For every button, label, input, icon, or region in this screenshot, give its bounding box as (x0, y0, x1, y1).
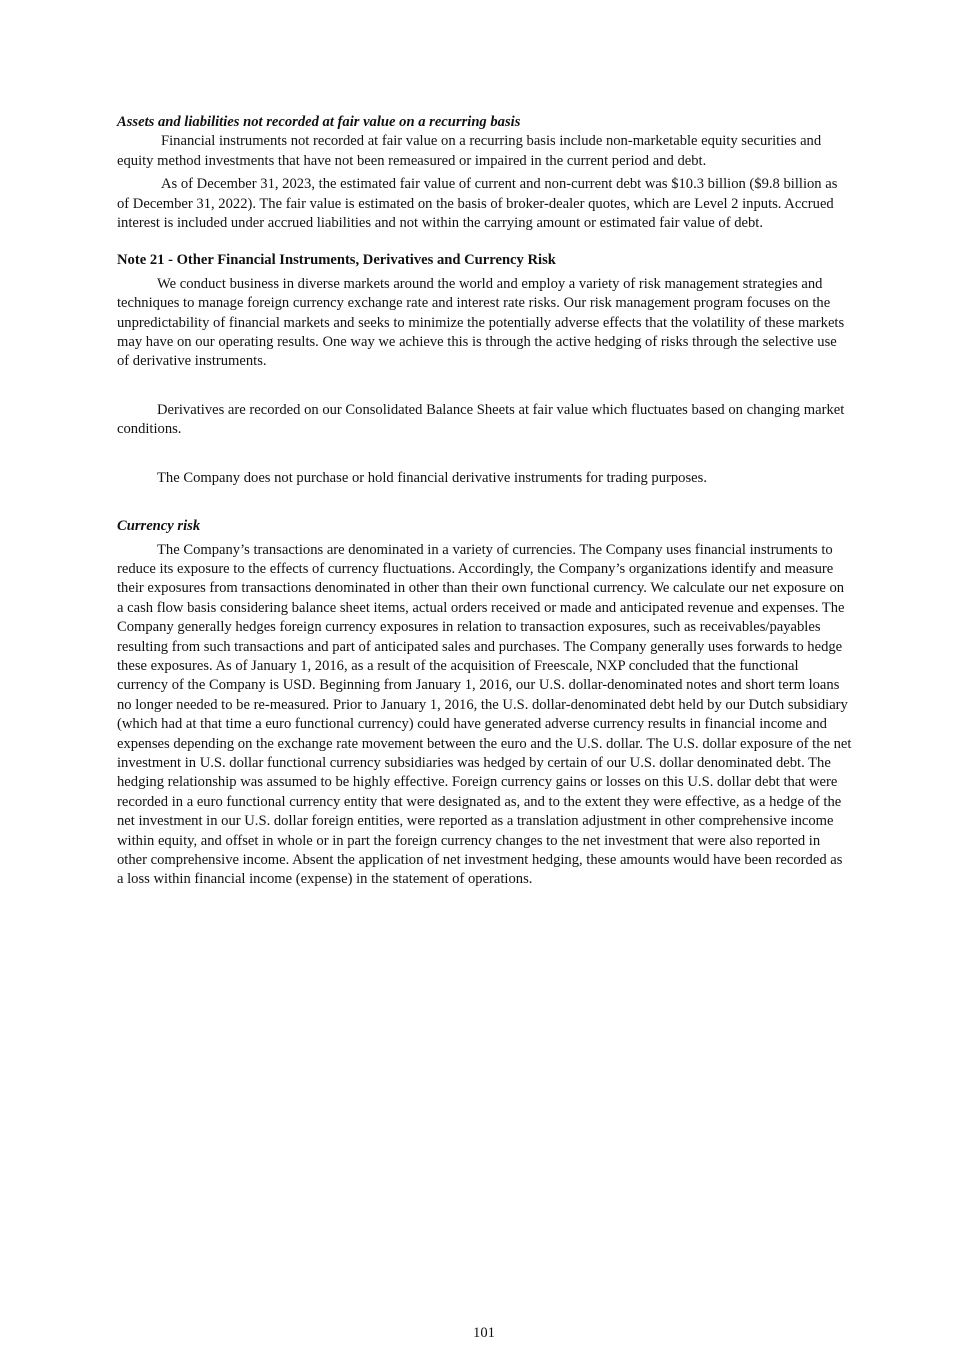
document-page (117, 113, 852, 890)
page-number: 101 (473, 1325, 495, 1341)
assets-paragraph-2: As of December 31, 2023, the estimated fair value of current and non-current debt was $10.3 billion ($9.8 billion as of December 31, 2022). The fair value is estimated on the basis of broker-dealer quotes, which are Level 2 inputs. Accrued interest is included under accrued liabilities and not within the carrying amount or estimated fair value of debt. (117, 176, 838, 232)
note-21-paragraph-1: We conduct business in diverse markets around the world and employ a variety of risk management strategies and techniques to manage foreign currency exchange rate and interest rate risks. Our risk management program focuses on the unpredictability of financial markets and seeks to minimize the potentially adverse effects that the volatility of these markets may have on our operating results. One way we achieve this is through the active hedging of risks through the selective use of derivative instruments. (117, 275, 845, 370)
note-21-paragraph-3: The Company does not purchase or hold financial derivative instruments for trading purposes. (157, 469, 707, 486)
note-21-heading: Note 21 - Other Financial Instruments, Derivatives and Currency Risk (117, 252, 556, 269)
note-21-paragraph-2: Derivatives are recorded on our Consolidated Balance Sheets at fair value which fluctuates based on changing market conditions. (117, 401, 845, 438)
assets-liabilities-heading: Assets and liabilities not recorded at fair value on a recurring basis (117, 114, 521, 130)
assets-paragraph-1: Financial instruments not recorded at fair value on a recurring basis include non-marketable equity securities and equity method investments that have not been remeasured or impaired in the current period and debt. (117, 133, 822, 169)
currency-risk-paragraph: The Company’s transactions are denominated in a variety of currencies. The Company uses financial instruments to reduce its exposure to the effects of currency fluctuations. Accordingly, the Company’s organizations identify and measure their exposures from transactions denominated in other than their own functional currency. We calculate our net exposure on a cash flow basis considering balance sheet items, actual orders received or made and anticipated revenue and expenses. The Company generally hedges foreign currency exposures in relation to transaction exposures, such as receivables/payables resulting from such transactions and part of anticipated sales and purchases. The Company generally uses forwards to hedge these exposures. As of January 1, 2016, as a result of the acquisition of Freescale, NXP concluded that the functional currency of the Company is USD. Beginning from January 1, 2016, our U.S. dollar-denominated notes and short term loans no longer needed to be re-measured. Prior to January 1, 2016, the U.S. dollar-denominated debt held by our Dutch subsidiary (which had at that time a euro functional currency) could have generated adverse currency results in financial income and expenses depending on the exchange rate movement between the euro and the U.S. dollar. The U.S. dollar exposure of the net investment in U.S. dollar functional currency subsidiaries was hedged by certain of our U.S. dollar denominated debt. The hedging relationship was assumed to be highly effective. Foreign currency gains or losses on this U.S. dollar debt that were recorded in a euro functional currency entity that were designated as, and to the extent they were effective, as a hedge of the net investment in our U.S. dollar foreign entities, were reported as a translation adjustment in other comprehensive income within equity, and offset in whole or in part the foreign currency changes to the net investment that were also reported in other comprehensive income. Absent the application of net investment hedging, these amounts would have been recorded as a loss within financial income (expense) in the statement of operations. (117, 541, 852, 888)
currency-risk-heading: Currency risk (117, 518, 201, 535)
